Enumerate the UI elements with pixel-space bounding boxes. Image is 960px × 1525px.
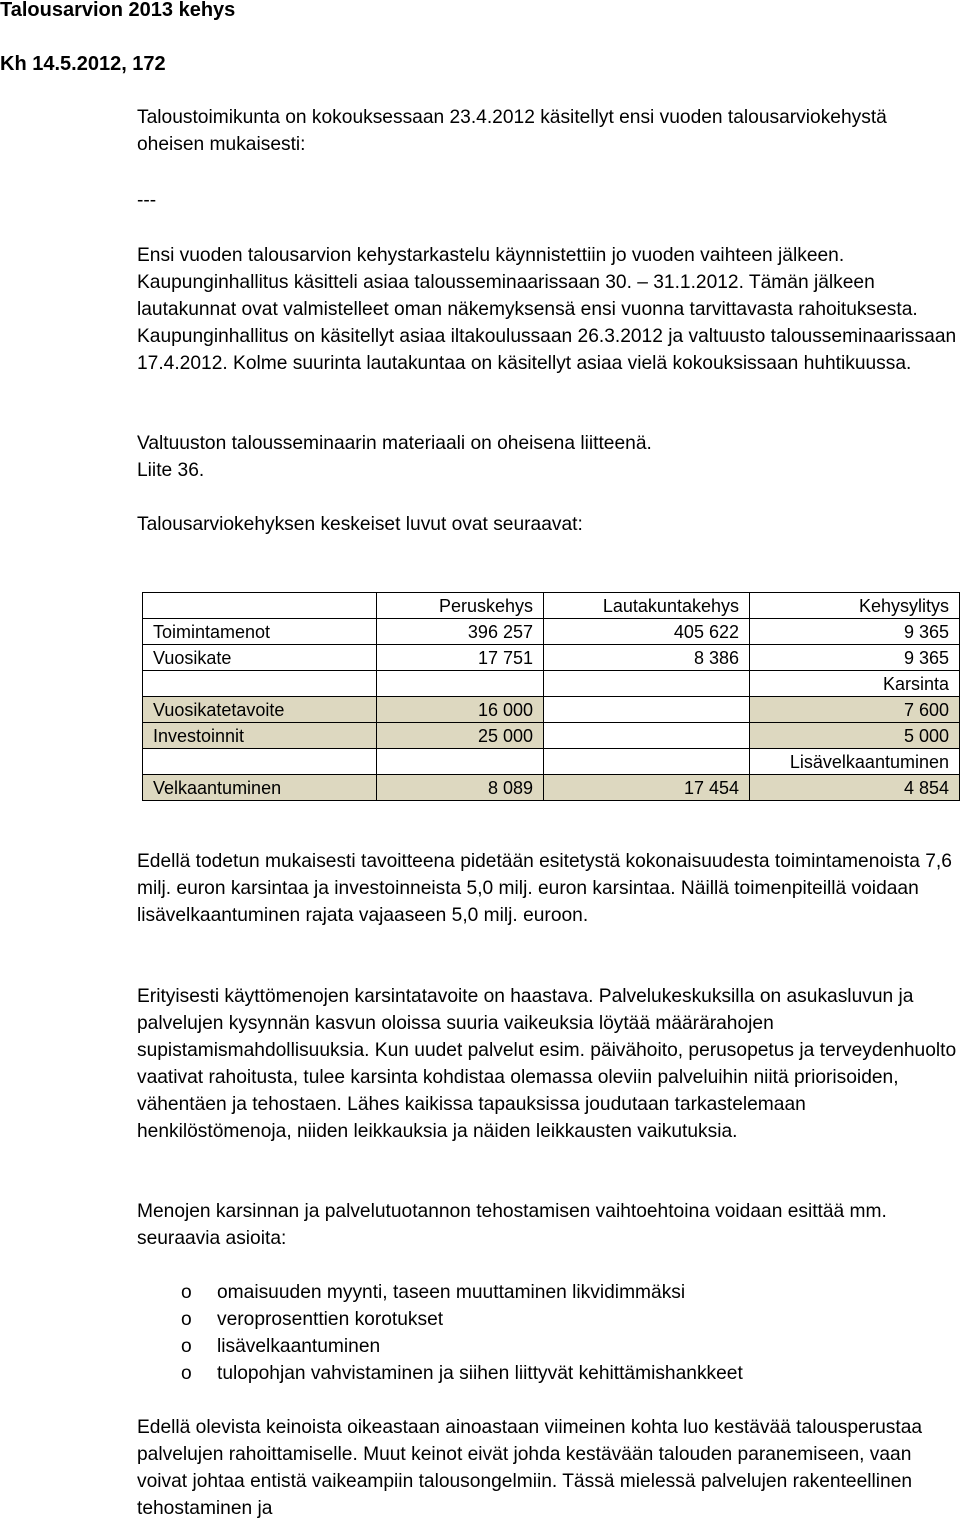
alternatives-list [137,1279,743,1387]
table-cell [377,749,544,775]
column-header: Karsinta [750,671,960,697]
list-item [137,1360,743,1387]
bullet-marker: o [181,1336,192,1357]
table-cell [544,749,750,775]
table-cell: 17 454 [544,775,750,801]
attachment-reference: Liite 36. [137,460,205,481]
goal-paragraph: Edellä todetun mukaisesti tavoitteena pidetään esitetystä kokonaisuudesta toimintamenoista 7,6 milj. euron karsintaa ja investoinneista 5,0 milj. euron karsintaa. Näillä toimenpiteillä voidaan lisävelkaantuminen rajata vajaaseen 5,0 milj. euroon. [137,851,952,926]
table-cell: 8 089 [377,775,544,801]
column-header: Peruskehys [377,593,544,619]
table-cell [544,697,750,723]
alternatives-intro: Menojen karsinnan ja palvelutuotannon tehostamisen vaihtoehtoina voidaan esittää mm. seuraavia asioita: [137,1201,887,1249]
table-cell: 396 257 [377,619,544,645]
list-item-text: tulopohjan vahvistaminen ja siihen liittyvät kehittämishankkeet [217,1363,743,1384]
bullet-marker: o [181,1363,192,1384]
table-header-row [143,593,960,619]
document-title: Talousarvion 2013 kehys [0,0,236,21]
table-cell [143,671,377,697]
conclusion-paragraph: Edellä olevista keinoista oikeastaan ainoastaan viimeinen kohta luo kestävää talousperustaa palvelujen rahoittamiselle. Muut keinot eivät johda kestävään talouden paranemiseen, vaan voivat johtaa entistä vaikeampiin talousongelmiin. Tässä mielessä palvelujen rakenteellinen tehostaminen ja [137,1417,923,1519]
separator-text: --- [137,190,157,211]
table-row [143,723,960,749]
list-item [137,1306,743,1333]
bullet-marker: o [181,1309,192,1330]
row-label: Toimintamenot [143,619,377,645]
list-item-text: omaisuuden myynti, taseen muuttaminen likvidimmäksi [217,1282,686,1303]
challenge-paragraph: Erityisesti käyttömenojen karsintatavoite on haastava. Palvelukeskuksilla on asukasluvun ja palvelujen kysynnän kasvun oloissa suuria vaikeuksia löytää määrärahojen supistamismahdollisuuksia. Kun uudet palvelut esim. päivähoito, perusopetus ja terveydenhuolto vaativat rahoitusta, tulee karsinta kohdistaa olemassa oleviin palveluihin niitä priorisoiden, vähentäen ja tehostaen. Lähes kaikissa tapauksissa joudutaan tarkastelemaan henkilöstömenoja, niiden leikkauksia ja näiden leikkausten vaikutuksia. [137,986,957,1142]
table-row [143,645,960,671]
background-paragraph: Ensi vuoden talousarvion kehystarkastelu käynnistettiin jo vuoden vaihteen jälkeen. Kaupunginhallitus käsitteli asiaa talousseminaarissaan 30. – 31.1.2012. Tämän jälkeen lautakunnat ovat valmistelleet oman näkemyksensä ensi vuonna tarvittavasta rahoituksesta. Kaupunginhallitus on käsitellyt asiaa iltakoulussaan 26.3.2012 ja valtuusto talousseminaarissaan 17.4.2012. Kolme suurinta lautakuntaa on käsitellyt asiaa vielä kokouksissaan huhtikuussa. [137,245,957,374]
table-cell: 7 600 [750,697,960,723]
table-cell [377,671,544,697]
lisavelka-header-row [143,749,960,775]
list-item-text: veroprosenttien korotukset [217,1309,444,1330]
list-item [137,1333,743,1360]
table-cell: 5 000 [750,723,960,749]
table-cell: 17 751 [377,645,544,671]
table-cell: 8 386 [544,645,750,671]
table-cell: 16 000 [377,697,544,723]
bullet-marker: o [181,1282,192,1303]
meeting-reference: Kh 14.5.2012, 172 [0,53,166,75]
column-header: Lisävelkaantuminen [750,749,960,775]
table-row [143,619,960,645]
column-header: Lautakuntakehys [544,593,750,619]
table-row [143,697,960,723]
list-item [137,1279,743,1306]
table-cell [143,593,377,619]
budget-frame-table [142,592,960,801]
table-cell: 9 365 [750,645,960,671]
table-cell: 4 854 [750,775,960,801]
table-cell: 9 365 [750,619,960,645]
row-label: Investoinnit [143,723,377,749]
column-header: Kehysylitys [750,593,960,619]
table-cell [544,723,750,749]
table-cell [544,671,750,697]
table-cell: 405 622 [544,619,750,645]
row-label: Vuosikate [143,645,377,671]
row-label: Vuosikatetavoite [143,697,377,723]
row-label: Velkaantuminen [143,775,377,801]
intro-paragraph: Taloustoimikunta on kokouksessaan 23.4.2012 käsitellyt ensi vuoden talousarviokehystä oheisen mukaisesti: [137,107,887,155]
list-item-text: lisävelkaantuminen [217,1336,381,1357]
table-cell [143,749,377,775]
karsinta-header-row [143,671,960,697]
table-row [143,775,960,801]
key-figures-intro: Talousarviokehyksen keskeiset luvut ovat seuraavat: [137,514,583,535]
table-cell: 25 000 [377,723,544,749]
material-paragraph: Valtuuston talousseminaarin materiaali on oheisena liitteenä. [137,433,652,454]
